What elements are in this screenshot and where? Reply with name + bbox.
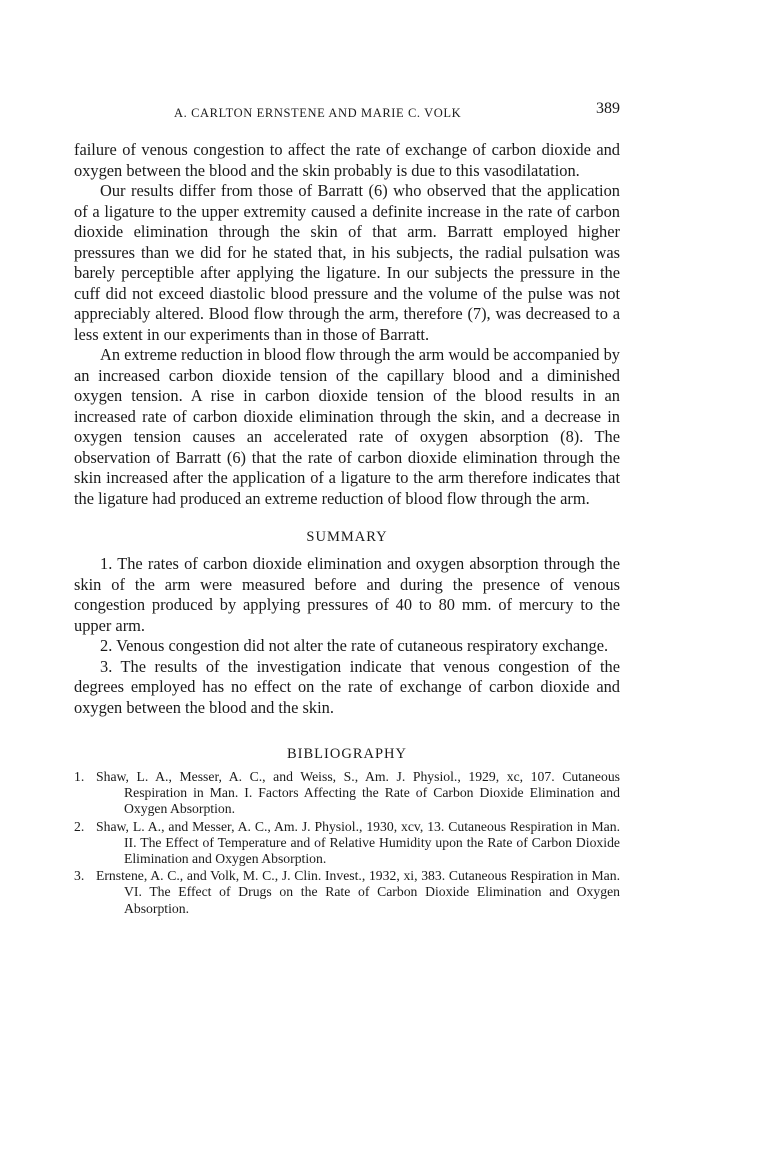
bibliography-heading: BIBLIOGRAPHY	[287, 746, 407, 762]
bibliography-entry-number: 2.	[74, 818, 85, 834]
bibliography-list	[74, 769, 620, 917]
journal-page	[74, 100, 620, 918]
bibliography-entry	[74, 868, 620, 917]
bibliography-entry	[74, 819, 620, 868]
summary-item: 2. Venous congestion did not alter the rate of cutaneous respiratory exchange.	[100, 636, 609, 655]
page-number: 389	[596, 100, 620, 117]
summary-item: 3. The results of the investigation indicate that venous congestion of the degrees employed has no effect on the rate of exchange of carbon dioxide and oxygen between the blood and the skin.	[74, 656, 620, 717]
bibliography-entry-text: Ernstene, A. C., and Volk, M. C., J. Clin. Invest., 1932, xi, 383. Cutaneous Respiration in Man. VI. The Effect of Drugs on the Rate of Carbon Dioxide Elimination and Oxygen Absorption.	[96, 868, 620, 916]
body-paragraph-barratt: Our results differ from those of Barratt (6) who observed that the application of a ligature to the upper extremity caused a definite increase in the rate of carbon dioxide elimination through the skin of that arm. Barratt employed higher pressures than we did for he stated that, in his subjects, the radial pulsation was barely perceptible after applying the ligature. In our subjects the pressure in the cuff did not exceed diastolic blood pressure and the volume of the pulse was not appreciably altered. Blood flow through the arm, therefore (7), was decreased to a less extent in our experiments than in those of Barratt.	[74, 181, 620, 344]
bibliography-entry-text: Shaw, L. A., and Messer, A. C., Am. J. Physiol., 1930, xcv, 13. Cutaneous Respiration in Man. II. The Effect of Temperature and of Relative Humidity upon the Rate of Carbon Dioxide Elimination and Oxygen Absorption.	[96, 818, 620, 867]
bibliography-entry-number: 1.	[74, 769, 85, 784]
bibliography-entry-text: Shaw, L. A., Messer, A. C., and Weiss, S., Am. J. Physiol., 1929, xc, 107. Cutaneous Respiration in Man. I. Factors Affecting the Rate of Carbon Dioxide Elimination and Oxygen Absorption.	[96, 769, 620, 817]
bibliography-entry	[74, 769, 620, 818]
summary-heading: SUMMARY	[306, 529, 388, 545]
running-head	[74, 100, 620, 126]
running-title: A. CARLTON ERNSTENE AND MARIE C. VOLK	[174, 106, 462, 120]
summary-item: 1. The rates of carbon dioxide elimination and oxygen absorption through the skin of the arm were measured before and during the presence of venous congestion produced by applying pressures of 40 to 80 mm. of mercury to the upper arm.	[74, 554, 620, 635]
body-paragraph-continued: failure of venous congestion to affect the rate of exchange of carbon dioxide and oxygen between the blood and the skin probably is due to this vasodilatation.	[74, 140, 620, 180]
body-paragraph-blood-flow: An extreme reduction in blood flow through the arm would be accompanied by an increased carbon dioxide tension of the capillary blood and a diminished oxygen tension. A rise in carbon dioxide tension of the blood results in an increased rate of carbon dioxide elimination through the skin, and a decrease in oxygen tension causes an accelerated rate of oxygen absorption (8). The observation of Barratt (6) that the rate of carbon dioxide elimination through the skin increased after the application of a ligature to the arm therefore indicates that the ligature had produced an extreme reduction of blood flow through the arm.	[74, 345, 620, 508]
bibliography-entry-number: 3.	[74, 868, 85, 884]
